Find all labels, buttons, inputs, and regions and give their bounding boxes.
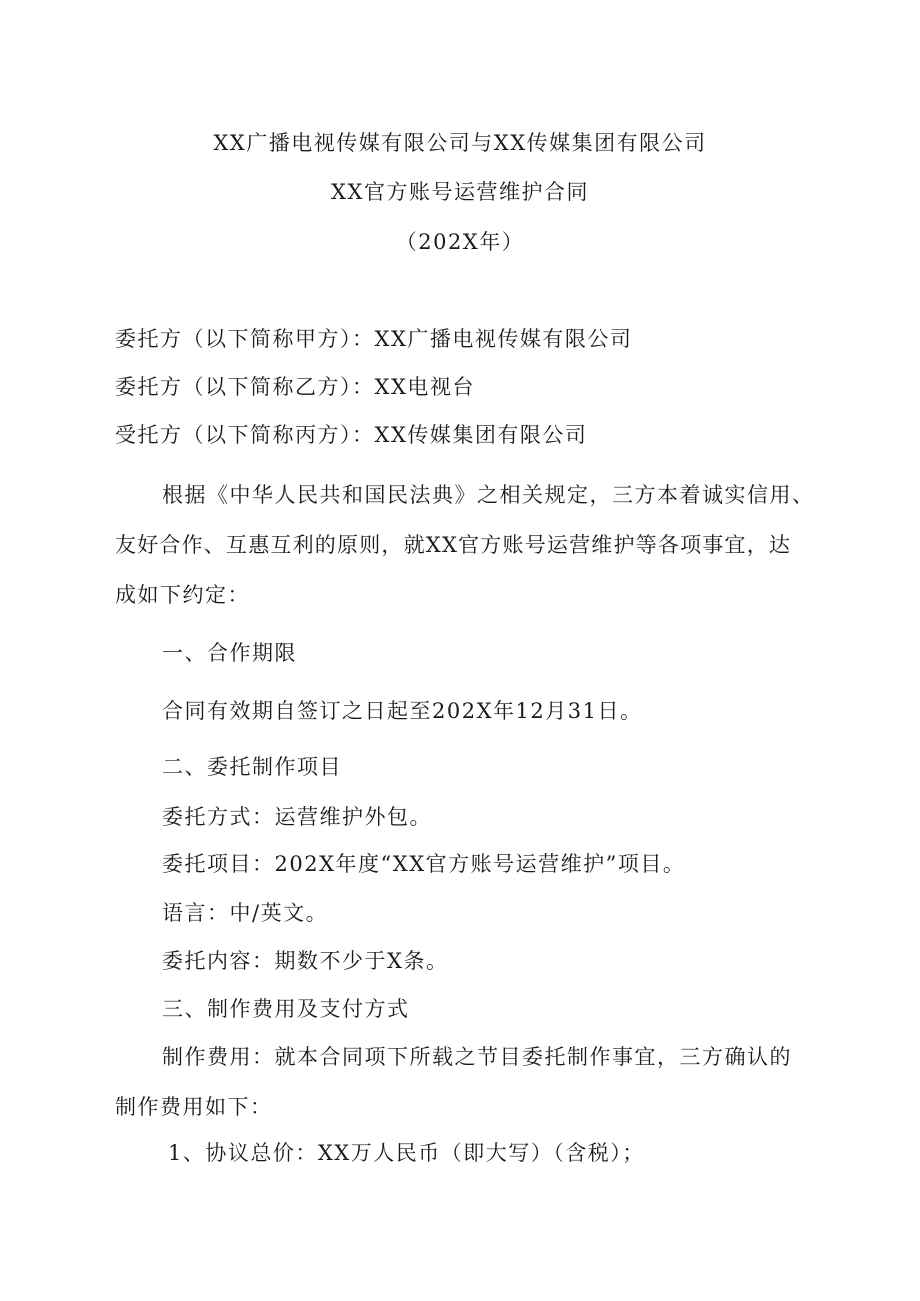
- party-a: 委托方（以下简称甲方）：XX广播电视传媒有限公司: [115, 327, 633, 351]
- section2-project: 委托项目：202X年度“XX官方账号运营维护”项目。: [162, 852, 686, 876]
- preamble-line2: 友好合作、互惠互利的原则，就XX官方账号运营维护等各项事宜，达: [115, 533, 792, 557]
- section3-fee-line2: 制作费用如下：: [115, 1095, 273, 1119]
- section2-method: 委托方式：运营维护外包。: [162, 805, 432, 829]
- section2-heading: 二、委托制作项目: [162, 755, 342, 779]
- party-c: 受托方（以下简称丙方）：XX传媒集团有限公司: [115, 423, 588, 447]
- contract-title-line1: XX广播电视传媒有限公司与XX传媒集团有限公司: [213, 131, 707, 155]
- party-b: 委托方（以下简称乙方）：XX电视台: [115, 375, 475, 399]
- preamble-line1: 根据《中华人民共和国民法典》之相关规定，三方本着诚实信用、: [162, 483, 815, 507]
- section3-fee-line1: 制作费用：就本合同项下所载之节目委托制作事宜，三方确认的: [162, 1045, 792, 1069]
- preamble-line3: 成如下约定：: [115, 583, 250, 607]
- section2-language: 语言：中/英文。: [162, 901, 329, 925]
- section3-heading: 三、制作费用及支付方式: [162, 997, 410, 1021]
- contract-title-line2: XX官方账号运营维护合同: [331, 180, 589, 204]
- contract-year: （202X年）: [395, 230, 525, 254]
- section1-heading: 一、合作期限: [162, 641, 297, 665]
- section1-text: 合同有效期自签订之日起至202X年12月31日。: [162, 699, 643, 723]
- section3-item1: 1、协议总价：XX万人民币（即大写）（含税）；: [168, 1141, 645, 1165]
- section2-content: 委托内容：期数不少于X条。: [162, 949, 449, 973]
